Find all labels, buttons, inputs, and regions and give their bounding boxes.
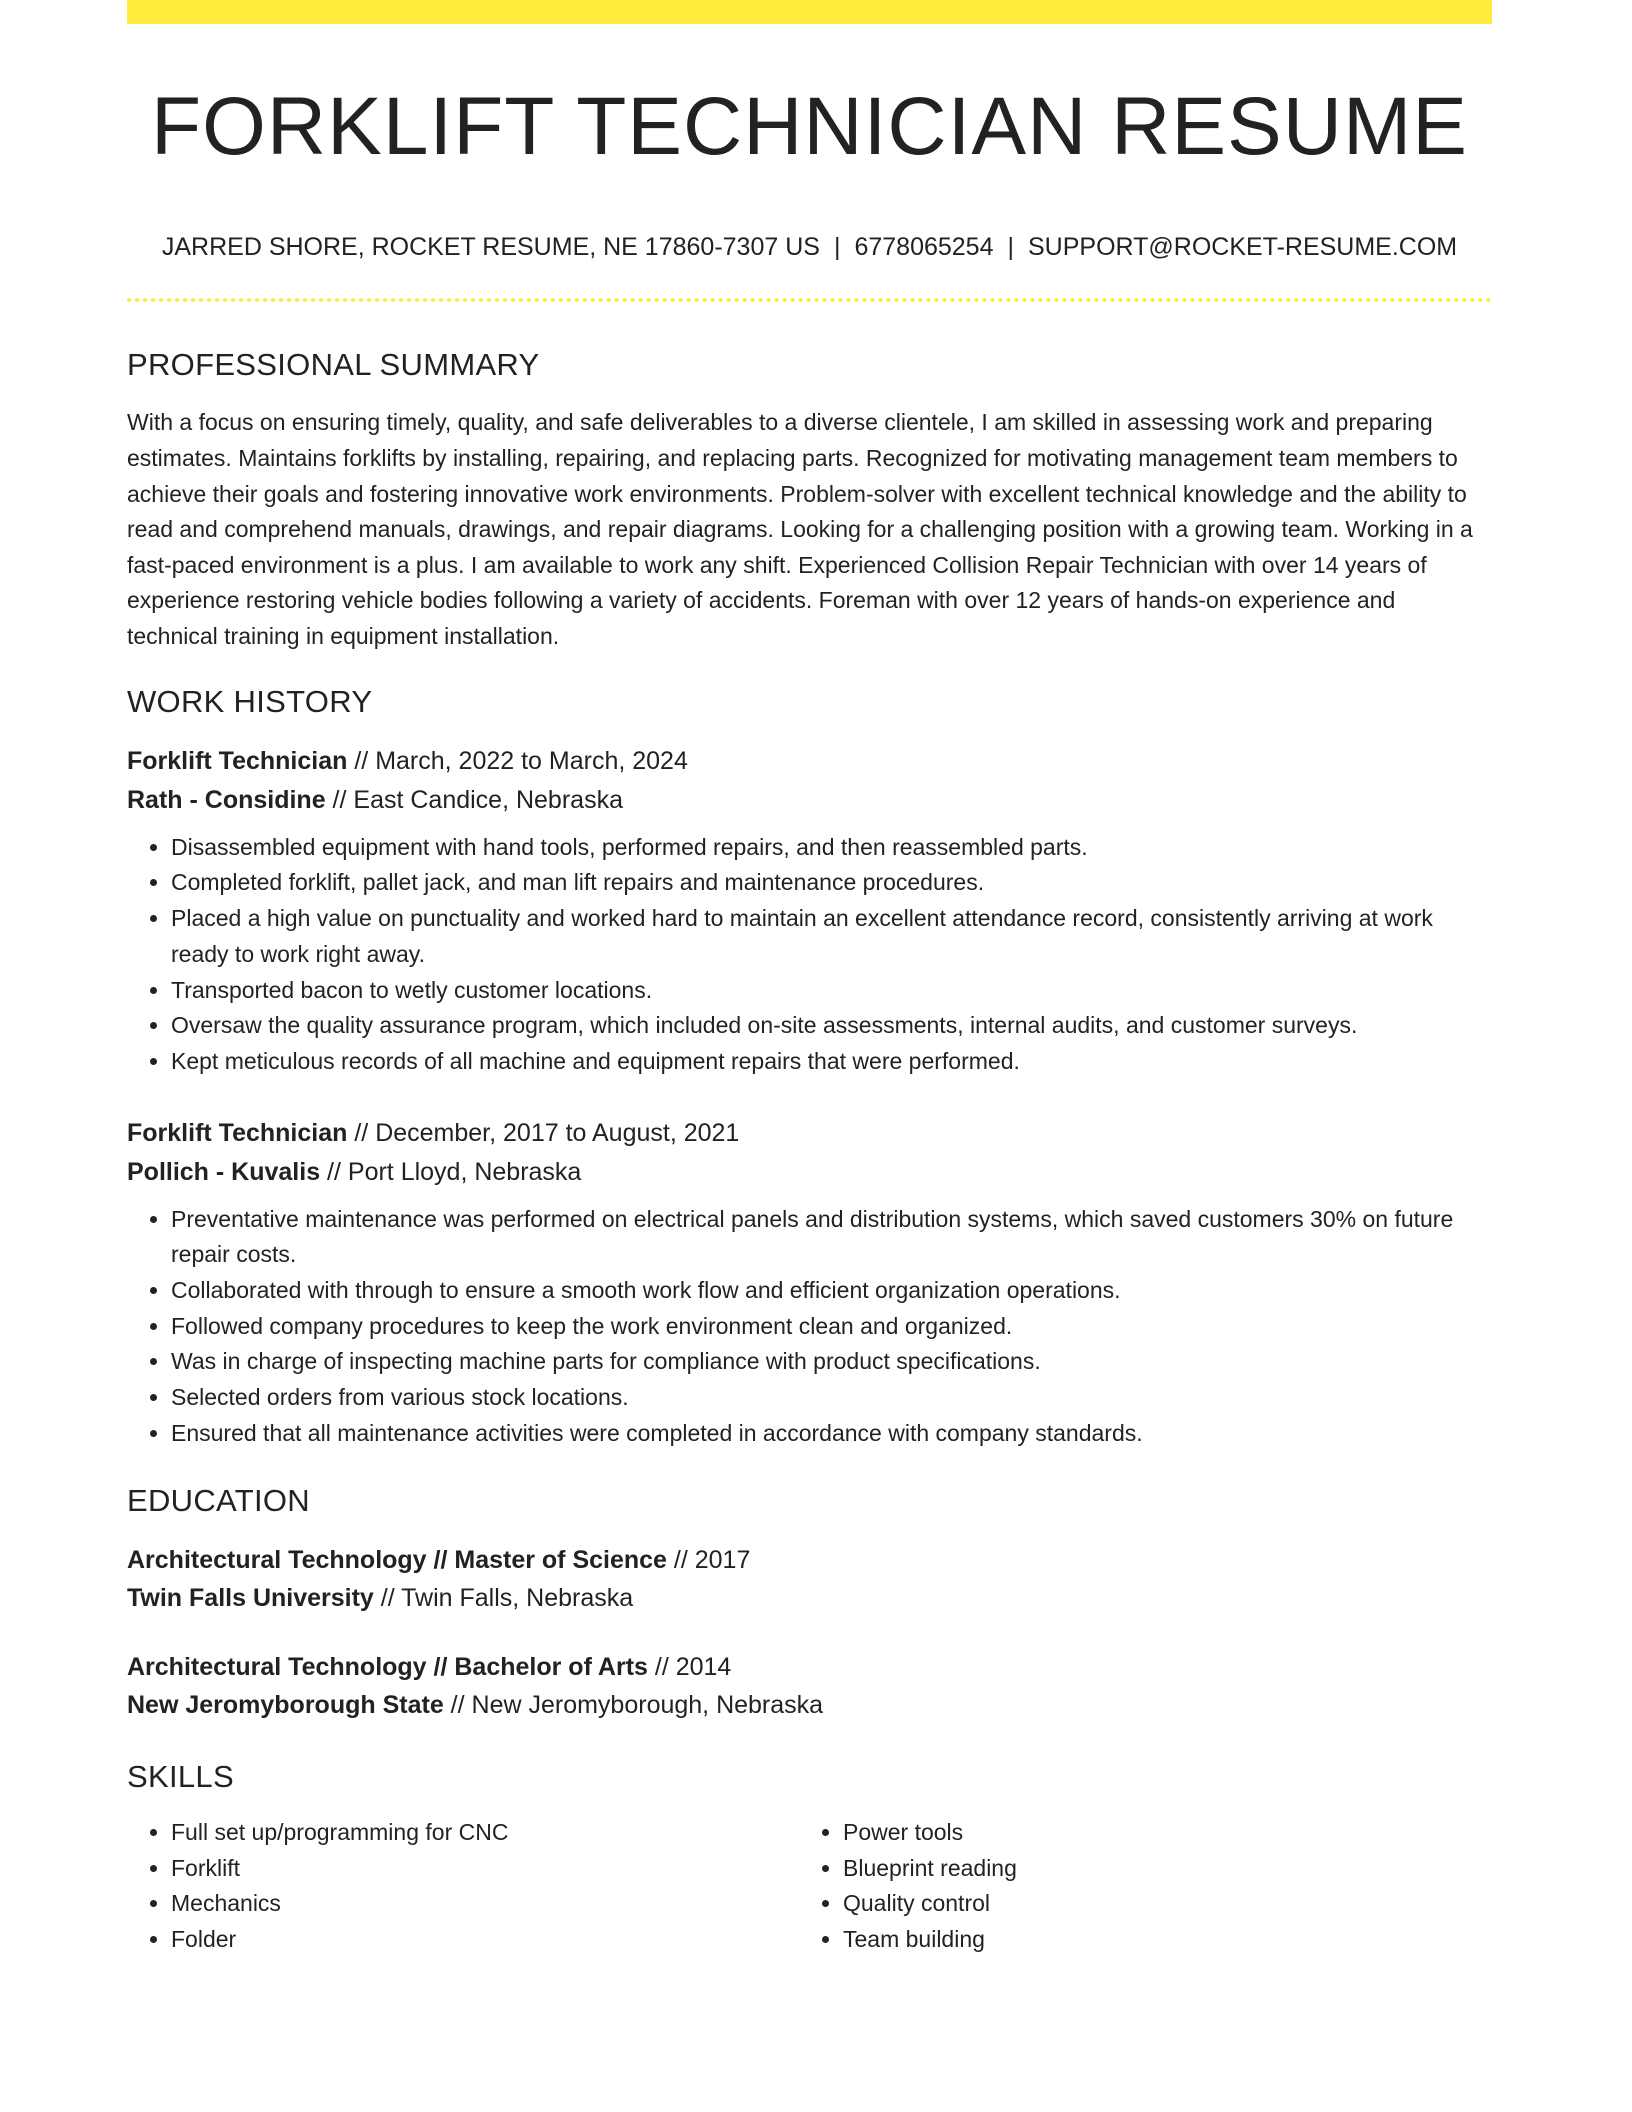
contact-address: JARRED SHORE, ROCKET RESUME, NE 17860-7307 US xyxy=(161,233,820,262)
section-title-summary: PROFESSIONAL SUMMARY xyxy=(127,347,540,383)
skill-item: • Power tools xyxy=(843,1815,1471,1851)
education-school: Twin Falls University xyxy=(127,1583,374,1612)
list-item: • Transported bacon to wetly customer locations. xyxy=(171,973,1492,1009)
job-role: Forklift Technician xyxy=(127,1118,348,1147)
job-company: Pollich - Kuvalis xyxy=(127,1157,321,1186)
skill-item: • Mechanics xyxy=(171,1886,799,1922)
job-bullets xyxy=(127,830,1492,1080)
job-company: Rath - Considine xyxy=(127,785,326,814)
list-item: • Preventative maintenance was performed on electrical panels and distribution systems, which saved customers 30% on future repair costs. xyxy=(171,1202,1492,1273)
list-item: • Placed a high value on punctuality and worked hard to maintain an excellent attendance record, consistently arriving at work ready to work right away. xyxy=(171,901,1492,972)
skill-item: • Folder xyxy=(171,1922,799,1958)
contact-phone: 6778065254 xyxy=(854,233,994,262)
section-title-education: EDUCATION xyxy=(127,1482,310,1518)
education-degree-line xyxy=(127,1541,1492,1579)
job-location: // Port Lloyd, Nebraska xyxy=(320,1157,582,1186)
skills-column-right xyxy=(799,1815,1471,1958)
list-item: • Disassembled equipment with hand tools, performed repairs, and then reassembled parts. xyxy=(171,830,1492,866)
job-entry xyxy=(127,1114,1492,1452)
contact-separator: | xyxy=(1007,233,1014,262)
contact-line xyxy=(127,232,1492,262)
job-location: // East Candice, Nebraska xyxy=(325,785,623,814)
job-bullets xyxy=(127,1202,1492,1452)
contact-separator: | xyxy=(833,233,841,262)
education-location: // New Jeromyborough, Nebraska xyxy=(443,1690,824,1719)
education-location: // Twin Falls, Nebraska xyxy=(373,1583,634,1612)
education-entry xyxy=(127,1648,1492,1724)
job-title-line xyxy=(127,1114,1492,1153)
skills-column-left xyxy=(127,1815,799,1958)
professional-summary-section xyxy=(127,346,1492,654)
skill-item: • Blueprint reading xyxy=(843,1851,1471,1887)
skills-columns xyxy=(127,1815,1492,1958)
list-item: • Collaborated with through to ensure a smooth work flow and efficient organization operations. xyxy=(171,1273,1492,1309)
list-item: • Ensured that all maintenance activities were completed in accordance with company standards. xyxy=(171,1416,1492,1452)
education-section xyxy=(127,1482,1492,1724)
summary-text: With a focus on ensuring timely, quality, and safe deliverables to a diverse clientele, I am skilled in assessing work and preparing estimates. Maintains forklifts by installing, repairing, and replacing parts. Recognized for motivating management team members to achieve their goals and fostering innovative work environments. Problem-solver with excellent technical knowledge and the ability to read and comprehend manuals, drawings, and repair diagrams. Looking for a challenging position with a growing team. Working in a fast-paced environment is a plus. I am available to work any shift. Experienced Collision Repair Technician with over 14 years of experience restoring vehicle bodies following a variety of accidents. Foreman with over 12 years of hands-on experience and technical training in equipment installation. xyxy=(127,409,1473,649)
education-degree-line xyxy=(127,1648,1492,1686)
section-title-skills: SKILLS xyxy=(127,1758,234,1794)
education-school: New Jeromyborough State xyxy=(127,1690,444,1719)
skill-item: • Full set up/programming for CNC xyxy=(171,1815,799,1851)
list-item: • Kept meticulous records of all machine and equipment repairs that were performed. xyxy=(171,1044,1492,1080)
education-year: // 2017 xyxy=(666,1545,751,1574)
skill-item: • Quality control xyxy=(843,1886,1471,1922)
contact-email: SUPPORT@ROCKET-RESUME.COM xyxy=(1028,233,1458,262)
job-company-line xyxy=(127,1153,1492,1192)
dotted-divider xyxy=(127,298,1492,302)
skill-item: • Forklift xyxy=(171,1851,799,1887)
education-entry xyxy=(127,1541,1492,1617)
education-degree: Architectural Technology // Bachelor of Arts xyxy=(127,1652,648,1681)
education-school-line xyxy=(127,1686,1492,1724)
job-dates: // March, 2022 to March, 2024 xyxy=(347,746,688,775)
list-item: • Selected orders from various stock locations. xyxy=(171,1380,1492,1416)
work-history-section xyxy=(127,683,1492,1452)
skills-section xyxy=(127,1758,1492,1958)
list-item: • Completed forklift, pallet jack, and man lift repairs and maintenance procedures. xyxy=(171,865,1492,901)
resume-page xyxy=(127,0,1492,1958)
list-item: • Was in charge of inspecting machine parts for compliance with product specifications. xyxy=(171,1344,1492,1380)
education-school-line xyxy=(127,1579,1492,1617)
skills-list xyxy=(799,1815,1471,1958)
top-accent-bar xyxy=(127,0,1492,24)
resume-title: FORKLIFT TECHNICIAN RESUME xyxy=(151,81,1468,172)
job-role: Forklift Technician xyxy=(127,746,348,775)
skills-list xyxy=(127,1815,799,1958)
job-company-line xyxy=(127,781,1492,820)
job-dates: // December, 2017 to August, 2021 xyxy=(347,1118,740,1147)
section-title-work-history: WORK HISTORY xyxy=(127,683,373,719)
education-year: // 2014 xyxy=(647,1652,732,1681)
skill-item: • Team building xyxy=(843,1922,1471,1958)
education-degree: Architectural Technology // Master of Science xyxy=(127,1545,667,1574)
job-title-line xyxy=(127,742,1492,781)
job-entry xyxy=(127,742,1492,1080)
list-item: • Followed company procedures to keep the work environment clean and organized. xyxy=(171,1309,1492,1345)
list-item: • Oversaw the quality assurance program, which included on-site assessments, internal audits, and customer surveys. xyxy=(171,1008,1492,1044)
